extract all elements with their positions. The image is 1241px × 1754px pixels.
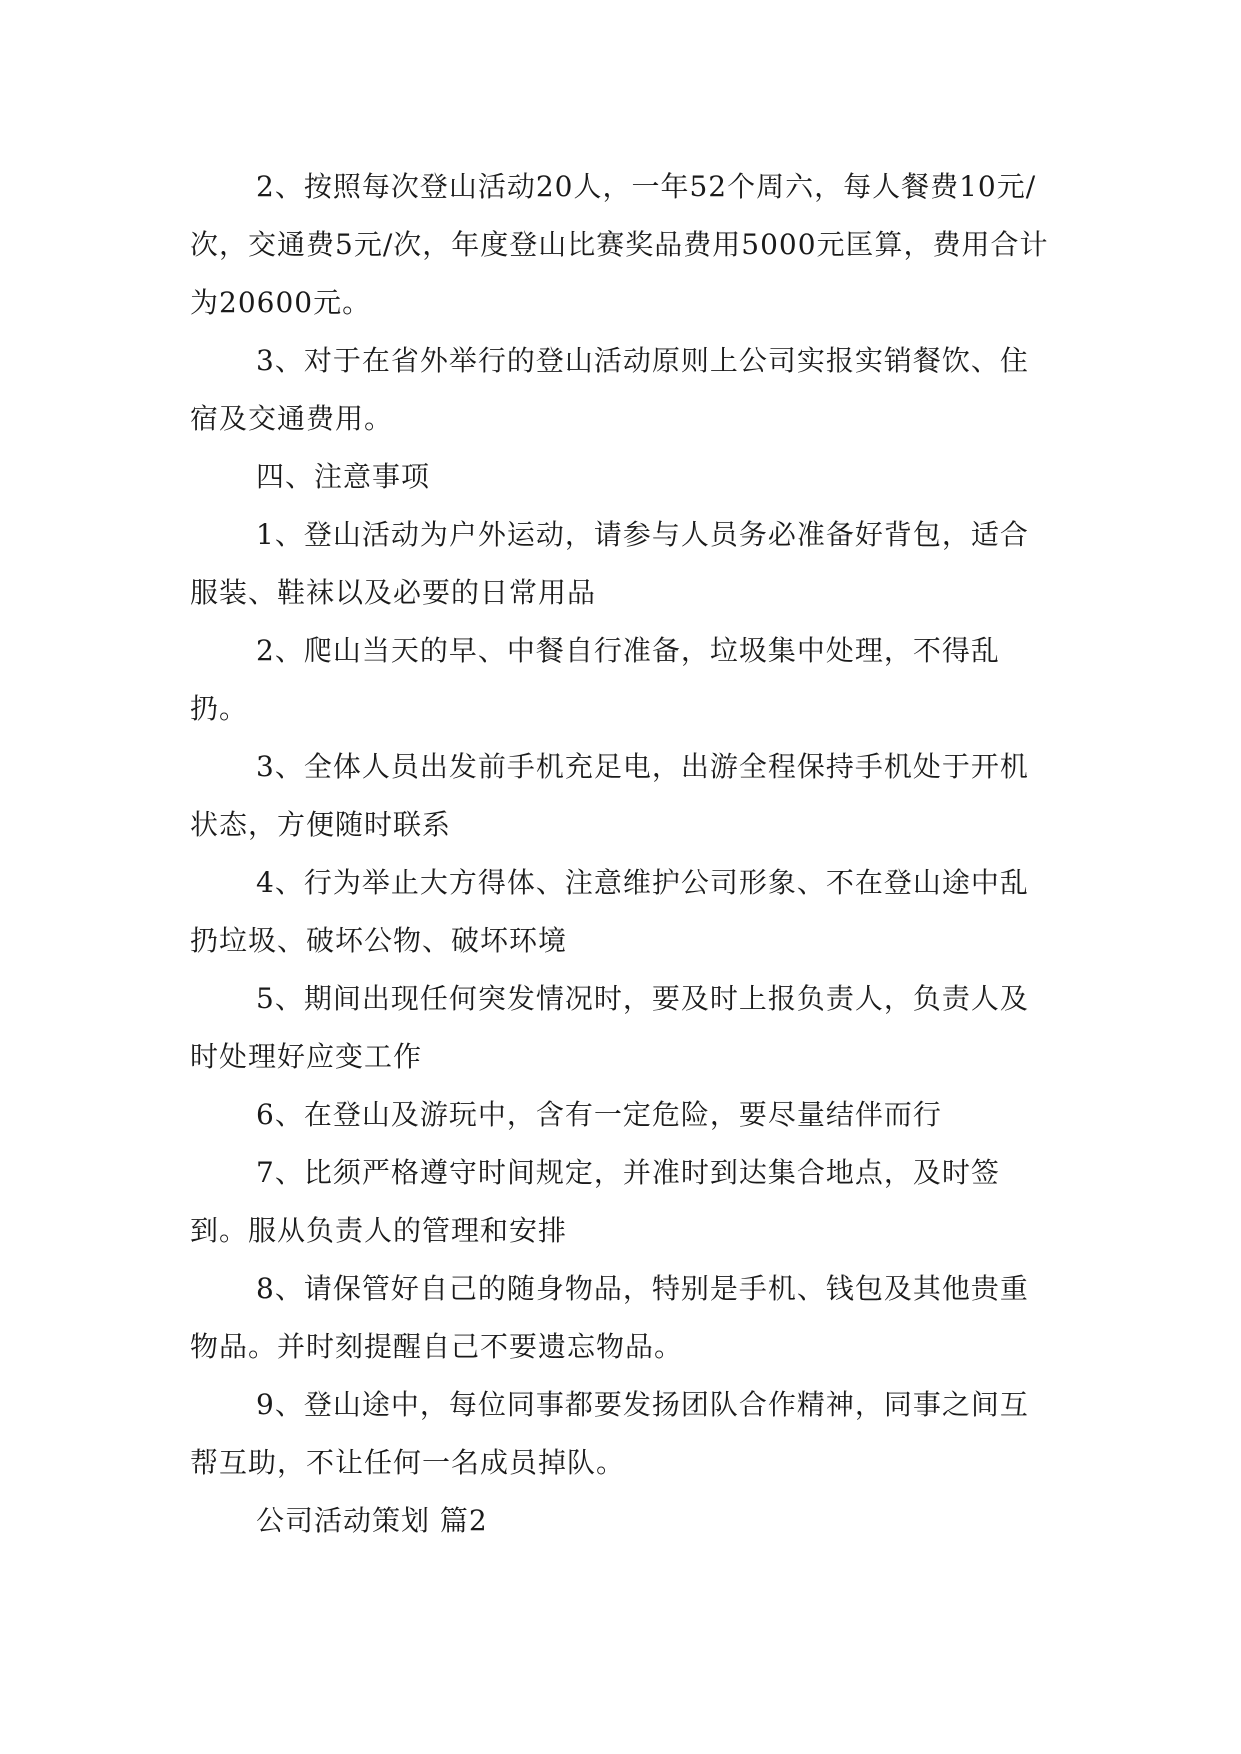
paragraph-note-8: 8、请保管好自己的随身物品，特别是手机、钱包及其他贵重物品。并时刻提醒自己不要遗忘物品。: [190, 1272, 1029, 1363]
paragraph-budget-calculation: 2、按照每次登山活动20人，一年52个周六，每人餐费10元/次，交通费5元/次，年度登山比赛奖品费用5000元匡算，费用合计为20600元。: [190, 170, 1049, 319]
paragraph-note-5: 5、期间出现任何突发情况时，要及时上报负责人，负责人及时处理好应变工作: [190, 982, 1029, 1073]
section-heading-plan-2: 公司活动策划 篇2: [256, 1504, 488, 1537]
paragraph-note-9: 9、登山途中，每位同事都要发扬团队合作精神，同事之间互帮互助，不让任何一名成员掉队。: [190, 1388, 1029, 1479]
paragraph-note-6: 6、在登山及游玩中，含有一定危险，要尽量结伴而行: [256, 1098, 942, 1131]
paragraph-reimbursement: 3、对于在省外举行的登山活动原则上公司实报实销餐饮、住宿及交通费用。: [190, 344, 1029, 435]
document-body: [190, 158, 1050, 1550]
paragraph-note-7: 7、比须严格遵守时间规定，并准时到达集合地点，及时签到。服从负责人的管理和安排: [190, 1156, 1000, 1247]
section-heading-notes: 四、注意事项: [256, 460, 431, 493]
paragraph-note-2: 2、爬山当天的早、中餐自行准备，垃圾集中处理，不得乱扔。: [190, 634, 1000, 725]
paragraph-note-1: 1、登山活动为户外运动，请参与人员务必准备好背包，适合服装、鞋袜以及必要的日常用品: [190, 518, 1029, 609]
paragraph-note-3: 3、全体人员出发前手机充足电，出游全程保持手机处于开机状态，方便随时联系: [190, 750, 1029, 841]
paragraph-note-4: 4、行为举止大方得体、注意维护公司形象、不在登山途中乱扔垃圾、破坏公物、破坏环境: [190, 866, 1029, 957]
